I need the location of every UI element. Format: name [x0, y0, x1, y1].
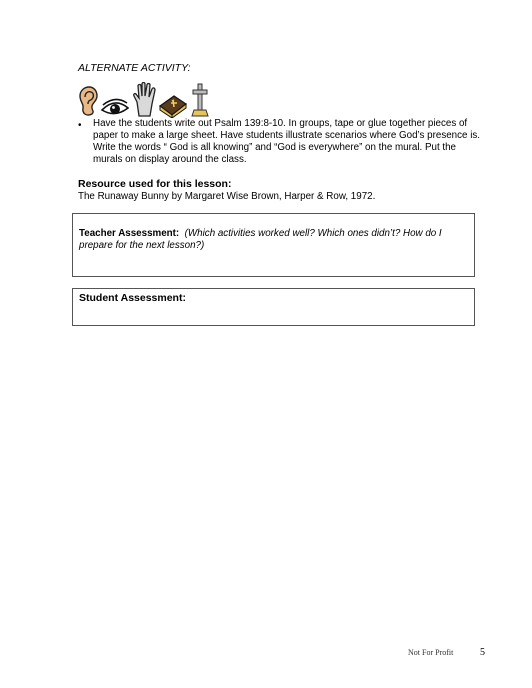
resource-heading: Resource used for this lesson:	[78, 178, 232, 190]
page-number: 5	[480, 647, 485, 658]
ear-icon	[76, 86, 98, 118]
footer-text: Not For Profit	[408, 648, 454, 657]
cross-icon	[190, 82, 210, 118]
sense-icons-row	[76, 80, 210, 118]
activity-instructions: Have the students write out Psalm 139:8-10. In groups, tape or glue together pieces of paper to make a large sheet. Have students illustrate scenarios where God’s presence is. Write the words “ God is all knowing” and “God is everywhere” on the mural. Put the murals on display around the class.	[93, 118, 481, 165]
teacher-assessment-box[interactable]	[72, 213, 475, 277]
bible-icon	[158, 92, 188, 118]
teacher-assessment-label: Teacher Assessment:	[79, 228, 180, 239]
student-assessment-label: Student Assessment:	[79, 292, 186, 304]
bullet-marker: •	[78, 120, 82, 131]
resource-citation: The Runaway Bunny by Margaret Wise Brown, Harper & Row, 1972.	[78, 191, 376, 202]
hand-icon	[132, 82, 156, 118]
teacher-assessment-questions: (Which activities worked well? Which ones didn’t? How do I prepare for the next lesson?)	[79, 228, 442, 251]
eye-icon	[100, 98, 130, 118]
alternate-activity-heading: ALTERNATE ACTIVITY:	[78, 62, 191, 74]
student-assessment-box[interactable]	[72, 288, 475, 326]
teacher-assessment-text	[79, 228, 469, 252]
